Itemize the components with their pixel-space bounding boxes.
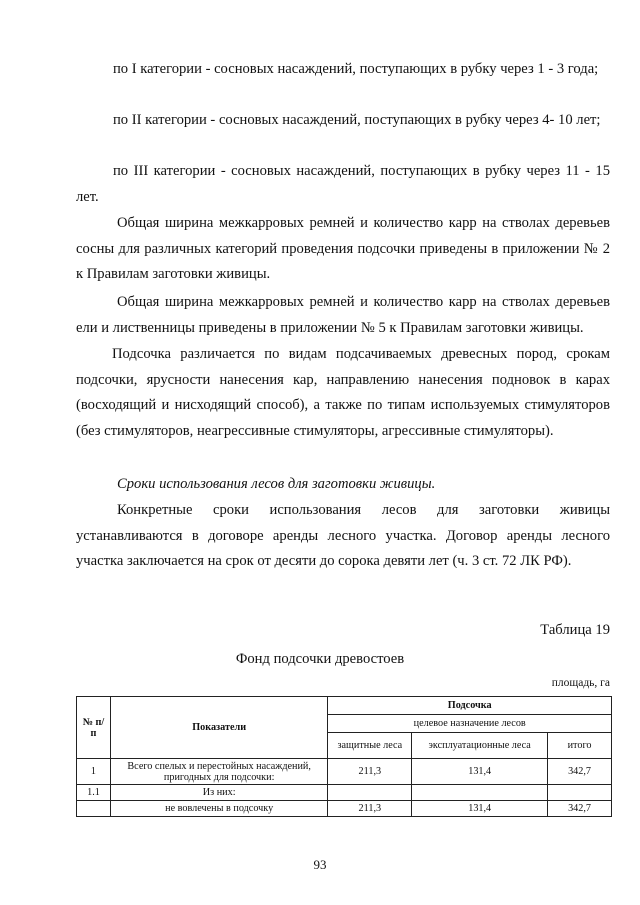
cell-protective: [328, 785, 412, 801]
cell-operational: 131,4: [412, 759, 548, 785]
table-unit: площадь, га: [551, 677, 610, 689]
paragraph-category-1: по I категории - сосновых насаждений, поступающих в рубку через 1 - 3 года;: [113, 61, 599, 77]
table-row: [77, 759, 612, 785]
cell-operational: 131,4: [412, 801, 548, 817]
header-operational: эксплуатационные леса: [412, 733, 548, 759]
cell-num: 1: [77, 759, 111, 785]
cell-total: 342,7: [548, 759, 612, 785]
cell-total: 342,7: [548, 801, 612, 817]
cell-indicator: Всего спелых и перестойных насаждений, пригодных для подсочки:: [110, 759, 327, 785]
header-group: Подсочка: [328, 697, 612, 715]
header-protective: защитные леса: [328, 733, 412, 759]
section-heading-terms: Сроки использования лесов для заготовки живицы.: [117, 476, 436, 492]
header-subgroup: целевое назначение лесов: [328, 715, 612, 733]
cell-operational: [412, 785, 548, 801]
paragraph-category-3: по III категории - сосновых насаждений, поступающих в рубку через 11 - 15 лет.: [76, 163, 610, 205]
header-total: итого: [548, 733, 612, 759]
table-row: [77, 785, 612, 801]
table-title: Фонд подсочки древостоев: [235, 651, 405, 667]
cell-total: [548, 785, 612, 801]
page-number: 93: [313, 857, 327, 872]
cell-indicator: не вовлечены в подсочку: [110, 801, 327, 817]
header-indicator: Показатели: [110, 697, 327, 759]
cell-num: [77, 801, 111, 817]
paragraph-pine-width: Общая ширина межкарровых ремней и количество карр на стволах деревьев сосны для различных категорий проведения подсочки приведены в приложении № 2 к Правилам заготовки живицы.: [76, 215, 610, 282]
paragraph-tapping-types: Подсочка различается по видам подсачиваемых древесных пород, срокам подсочки, ярусности нанесения кар, направлению нанесения подновок в карах (восходящий и нисходящий способ), а также по типам используемых стимуляторов (без стимуляторов, неагрессивные стимуляторы, агрессивные стимуляторы).: [76, 346, 610, 439]
header-num: № п/п: [77, 697, 111, 759]
paragraph-category-2: по II категории - сосновых насаждений, поступающих в рубку через 4- 10 лет;: [113, 112, 601, 128]
cell-protective: 211,3: [328, 801, 412, 817]
tapping-fund-table: [76, 696, 612, 817]
cell-protective: 211,3: [328, 759, 412, 785]
cell-indicator: Из них:: [110, 785, 327, 801]
paragraph-lease-terms: Конкретные сроки использования лесов для заготовки живицы устанавливаются в договоре аренды лесного участка. Договор аренды лесного участка заключается на срок от десяти до сорока девяти лет (ч. 3 ст. 72 ЛК РФ).: [76, 502, 610, 569]
paragraph-spruce-width: Общая ширина межкарровых ремней и количество карр на стволах деревьев ели и лиственницы приведены в приложении № 5 к Правилам заготовки живицы.: [76, 294, 610, 336]
cell-num: 1.1: [77, 785, 111, 801]
table-row: [77, 801, 612, 817]
table-label: Таблица 19: [540, 622, 610, 638]
